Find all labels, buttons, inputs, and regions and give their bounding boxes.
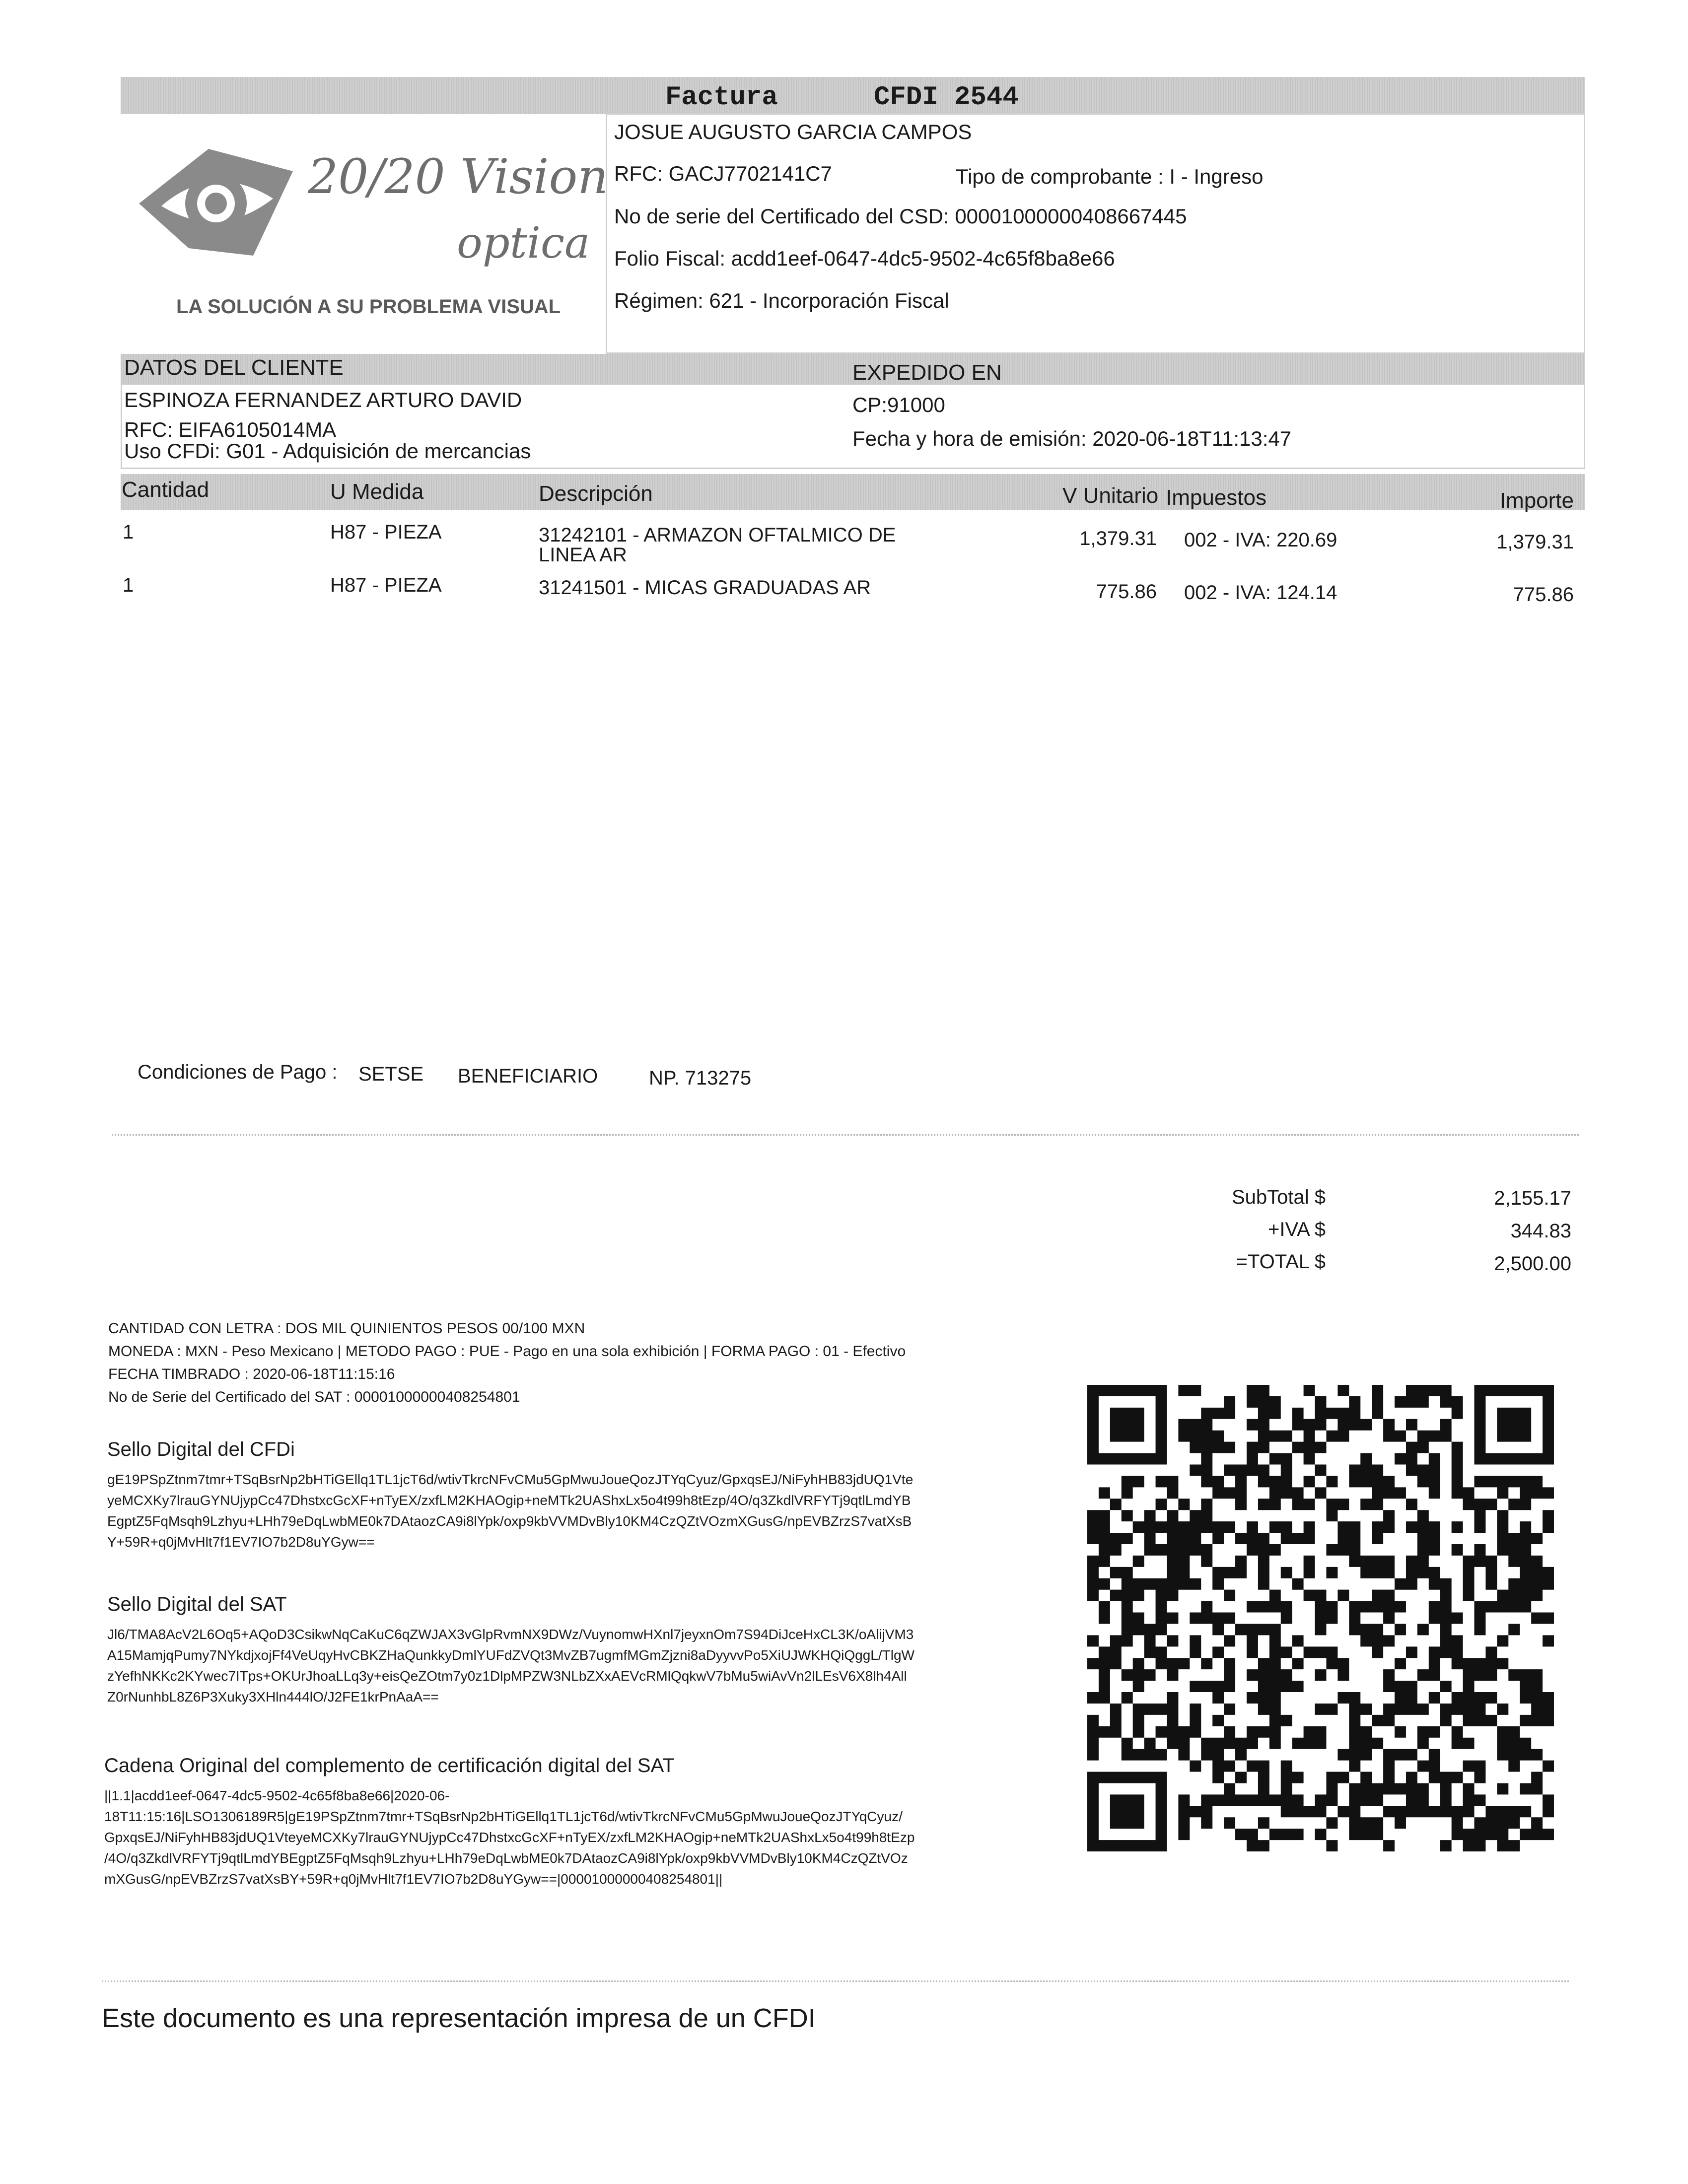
subtotal-label: SubTotal $ <box>1231 1186 1326 1208</box>
condiciones-value-2: BENEFICIARIO <box>458 1065 598 1087</box>
folio-fiscal: Folio Fiscal: acdd1eef-0647-4dc5-9502-4c65f8ba8e66 <box>614 247 1115 270</box>
total-value: 2,500.00 <box>1494 1253 1571 1275</box>
col-umedida: U Medida <box>330 479 424 504</box>
logo-tagline: LA SOLUCIÓN A SU PROBLEMA VISUAL <box>176 296 561 318</box>
serie-sat: No de Serie del Certificado del SAT : 00001000000408254801 <box>108 1389 520 1405</box>
row1-cantidad: 1 <box>123 521 134 543</box>
divider-top <box>112 1134 1579 1136</box>
sello-sat-line: A15MamjqPumy7NYkdjxojFf4VeUqyHvCBKZHaQunkkyDmlYUFdZVQt3MvZB7ugmfMGmZjzni8aDyyvvPo5XiUJWKHQiQggL/TlgW <box>107 1647 914 1663</box>
row1-descripcion-2: LINEA AR <box>539 544 627 566</box>
sello-cfdi-line: Y+59R+q0jMvHlt7f1EV7IO7b2D8uYGyw== <box>107 1534 375 1550</box>
cfdi-number: CFDI 2544 <box>874 82 1019 113</box>
row2-descripcion: 31241501 - MICAS GRADUADAS AR <box>539 577 871 599</box>
sello-cfdi-line: EgptZ5FqMsqh9Lzhyu+LHh79eDqLwbME0k7DAtaozCA9i8lYpk/oxp9kbVVMDvBly10KM4CzQZtVOzmXGusG/npEVBZrzS7vatXsB <box>107 1513 912 1529</box>
sello-cfdi-title: Sello Digital del CFDi <box>107 1438 295 1460</box>
client-rfc: RFC: EIFA6105014MA <box>124 418 337 441</box>
row2-cantidad: 1 <box>123 574 134 596</box>
divider-bottom <box>102 1980 1569 1982</box>
header-band <box>121 77 1585 114</box>
client-name: ESPINOZA FERNANDEZ ARTURO DAVID <box>124 388 522 411</box>
qr-code-icon <box>1087 1385 1554 1851</box>
row2-importe: 775.86 <box>1513 584 1574 606</box>
invoice-title: Factura <box>665 82 778 113</box>
subtotal-value: 2,155.17 <box>1494 1187 1571 1209</box>
fecha-emision: Fecha y hora de emisión: 2020-06-18T11:13:47 <box>852 427 1292 450</box>
client-heading: DATOS DEL CLIENTE <box>124 355 344 380</box>
cadena-title: Cadena Original del complemento de certificación digital del SAT <box>104 1755 675 1776</box>
col-importe: Importe <box>1499 488 1574 513</box>
cadena-text <box>104 1785 1038 1890</box>
sello-sat-text <box>107 1624 1021 1707</box>
tipo-comprobante: Tipo de comprobante : I - Ingreso <box>956 165 1264 188</box>
row1-importe: 1,379.31 <box>1496 531 1574 553</box>
logo-optica: optica <box>457 218 590 268</box>
cantidad-letra: CANTIDAD CON LETRA : DOS MIL QUINIENTOS PESOS 00/100 MXN <box>108 1320 585 1337</box>
issuer-name: JOSUE AUGUSTO GARCIA CAMPOS <box>614 120 972 143</box>
total-label: =TOTAL $ <box>1236 1251 1326 1273</box>
sello-sat-title: Sello Digital del SAT <box>107 1593 287 1615</box>
sello-sat-line: Jl6/TMA8AcV2L6Oq5+AQoD3CsikwNqCaKuC6qZWJAX3vGlpRvmNX9DWz/VuynomwHXnl7jeyxnOm7S94DiJceHxCL3K/oAlijVM3 <box>107 1627 914 1642</box>
cadena-line: GpxqsEJ/NiFyhHB83jdUQ1VteyeMCXKy7lrauGYNUjypCc47DhstxcGcXF+nTyEX/zxfLM2KHAOgip+neMTk2UAShxLx5o4t99h8tEzp <box>104 1830 915 1845</box>
logo-brand: 20/20 Vision <box>308 149 609 205</box>
cadena-line: 18T11:15:16|LSO1306189R5|gE19PSpZtnm7tmr+TSqBsrNp2bHTiGEllq1TL1jcT6d/wtivTkrcNFvCMu5GpMwuJoueQozJTYqCyuz/ <box>104 1809 903 1824</box>
condiciones-label: Condiciones de Pago : <box>138 1061 338 1083</box>
iva-label: +IVA $ <box>1267 1219 1326 1240</box>
expedido-heading: EXPEDIDO EN <box>852 360 1002 385</box>
cadena-line: ||1.1|acdd1eef-0647-4dc5-9502-4c65f8ba8e66|2020-06- <box>104 1788 450 1803</box>
row1-descripcion: 31242101 - ARMAZON OFTALMICO DE <box>539 524 896 546</box>
sello-sat-line: Z0rNunhbL8Z6P3Xuky3XHln444lO/J2FE1krPnAaA== <box>107 1689 439 1705</box>
sello-cfdi-line: yeMCXKy7lrauGYNUjypCc47DhstxcGcXF+nTyEX/zxfLM2KHAOgip+neMTk2UAShxLx5o4t99h8tEzp/4O/q3ZkdlVRFYTj9qtlLmdYB <box>107 1493 911 1508</box>
col-impuestos: Impuestos <box>1166 485 1266 510</box>
col-cantidad: Cantidad <box>122 478 210 502</box>
row1-vunitario: 1,379.31 <box>1079 528 1157 549</box>
sello-sat-line: zYefhNKKc2KYwec7ITps+OKUrJhoaLLq3y+eisQeZOtm7y0z1DlpMPZW3NLbZXxAEVcRMlQqkwV7bMu5wiAvVn2lLEsV6X8lh4All <box>107 1668 907 1684</box>
client-uso-cfdi: Uso CFDi: G01 - Adquisición de mercancias <box>124 439 531 463</box>
row1-impuestos: 002 - IVA: 220.69 <box>1184 529 1337 551</box>
issuer-rfc: RFC: GACJ7702141C7 <box>614 162 832 185</box>
moneda-metodo: MONEDA : MXN - Peso Mexicano | METODO PAGO : PUE - Pago en una sola exhibición | FORMA PAGO : 01 - Efectivo <box>108 1343 906 1360</box>
row2-vunitario: 775.86 <box>1096 581 1157 603</box>
sello-cfdi-line: gE19PSpZtnm7tmr+TSqBsrNp2bHTiGEllq1TL1jcT6d/wtivTkrcNFvCMu5GpMwuJoueQozJTYqCyuz/GpxqsEJ/NiFyhHB83jdUQ1Vte <box>107 1472 914 1487</box>
iva-value: 344.83 <box>1510 1220 1571 1242</box>
regimen: Régimen: 621 - Incorporación Fiscal <box>614 289 949 312</box>
client-box <box>121 385 1585 469</box>
eye-logo-icon <box>134 141 298 261</box>
fecha-timbrado: FECHA TIMBRADO : 2020-06-18T11:15:16 <box>108 1366 395 1382</box>
row2-unidad: H87 - PIEZA <box>330 574 442 596</box>
row1-unidad: H87 - PIEZA <box>330 521 442 543</box>
condiciones-value-1: SETSE <box>358 1063 424 1085</box>
cadena-line: /4O/q3ZkdlVRFYTj9qtlLmdYBEgptZ5FqMsqh9Lzhyu+LHh79eDqLwbME0k7DAtaozCA9i8lYpk/oxp9kbVVMDvBly10KM4CzQZtVOz <box>104 1850 908 1866</box>
condiciones-value-3: NP. 713275 <box>649 1067 752 1089</box>
serie-csd: No de serie del Certificado del CSD: 00001000000408667445 <box>614 205 1187 228</box>
expedido-cp: CP:91000 <box>852 393 945 416</box>
issuer-box <box>606 113 1585 354</box>
col-vunitario: V Unitario <box>1062 483 1159 508</box>
row2-impuestos: 002 - IVA: 124.14 <box>1184 582 1337 604</box>
sello-cfdi-text <box>107 1469 1021 1553</box>
footer-note: Este documento es una representación impresa de un CFDI <box>102 2003 816 2033</box>
col-descripcion: Descripción <box>539 481 653 506</box>
cadena-line: mXGusG/npEVBZrzS7vatXsBY+59R+q0jMvHlt7f1EV7IO7b2D8uYGyw==|00001000000408254801|| <box>104 1871 723 1887</box>
